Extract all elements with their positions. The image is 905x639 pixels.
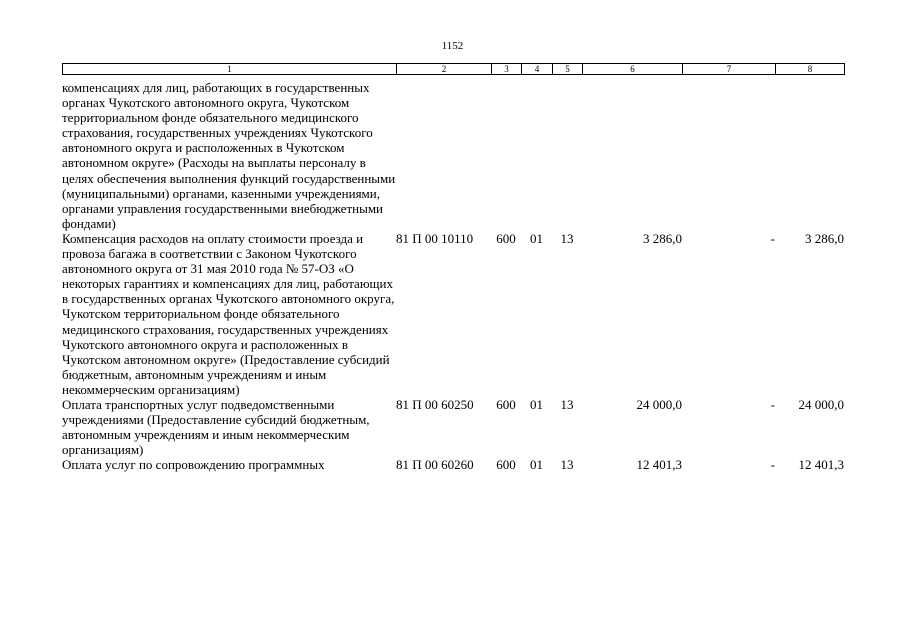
- table-row: [62, 80, 844, 231]
- row-sum: 12 401,3: [636, 457, 682, 473]
- table-row: [62, 397, 844, 457]
- row-section: [521, 80, 552, 231]
- column-number-8: 8: [776, 64, 845, 75]
- row-name: Оплата транспортных услуг подведомственными учреждениями (Предоставление субсидий бюджетным, автономным учреждениям и иным некоммерческим организациям): [62, 396, 370, 458]
- row-change: [682, 80, 775, 231]
- column-number-1: 1: [63, 64, 397, 75]
- row-expense-type: 600: [496, 396, 516, 412]
- row-change: -: [770, 457, 775, 473]
- row-change: -: [770, 230, 775, 246]
- row-target-code: 81 П 00 60260: [396, 457, 474, 473]
- column-number-2: 2: [397, 64, 492, 75]
- row-target-code: 81 П 00 60250: [396, 396, 474, 412]
- row-subsection: 13: [560, 457, 574, 473]
- table-row: [62, 457, 844, 472]
- column-number-4: 4: [522, 64, 553, 75]
- row-target-code: 81 П 00 10110: [396, 230, 474, 246]
- column-number-7: 7: [683, 64, 776, 75]
- row-name: компенсациях для лиц, работающих в государственных органах Чукотского автономного округа, Чукотском территориальном фонде обязательного медицинского страхования, государственных учреждениях Чукотского автономного округа и расположенных в Чукотском автономном округе» (Расходы на выплаты персоналу в целях обеспечения выполнения функций государственными (муниципальными) органами, казенными учреждениями, органами управления государственными внебюджетными фондами): [62, 80, 396, 231]
- table-row: [62, 231, 844, 397]
- column-header-table: [62, 63, 845, 75]
- row-section: 01: [530, 230, 543, 246]
- page-number: 1152: [441, 40, 464, 52]
- row-expense-type: 600: [496, 230, 516, 246]
- row-total: 3 286,0: [805, 230, 844, 246]
- column-header-row: [63, 64, 845, 75]
- row-section: 01: [530, 396, 543, 412]
- row-name: Компенсация расходов на оплату стоимости проезда и провоза багажа в соответствии с Законом Чукотского автономного округа от 31 мая 2010 года № 57-ОЗ «О некоторых гарантиях и компенсациях для лиц, работающих в государственных органах Чукотского автономного округа, Чукотском территориальном фонде обязательного медицинского страхования, государственных учреждениях Чукотского автономного округа и расположенных в Чукотском автономном округе» (Предоставление субсидий бюджетным, автономным учреждениям и иным некоммерческим организациям): [62, 230, 395, 397]
- row-sum: 24 000,0: [636, 396, 682, 412]
- row-sum: [582, 80, 682, 231]
- row-name: Оплата услуг по сопровождению программных: [62, 457, 325, 473]
- column-number-5: 5: [553, 64, 583, 75]
- row-sum: 3 286,0: [643, 230, 682, 246]
- row-expense-type: [491, 80, 521, 231]
- row-section: 01: [530, 457, 543, 473]
- row-total: [775, 80, 844, 231]
- column-number-6: 6: [583, 64, 683, 75]
- row-expense-type: 600: [496, 457, 516, 473]
- row-subsection: 13: [560, 230, 574, 246]
- row-total: 12 401,3: [798, 457, 844, 473]
- budget-table: [62, 80, 844, 472]
- row-subsection: [552, 80, 582, 231]
- row-subsection: 13: [560, 396, 574, 412]
- row-change: -: [770, 396, 775, 412]
- row-total: 24 000,0: [798, 396, 844, 412]
- column-number-3: 3: [492, 64, 522, 75]
- row-target-code: [396, 80, 491, 231]
